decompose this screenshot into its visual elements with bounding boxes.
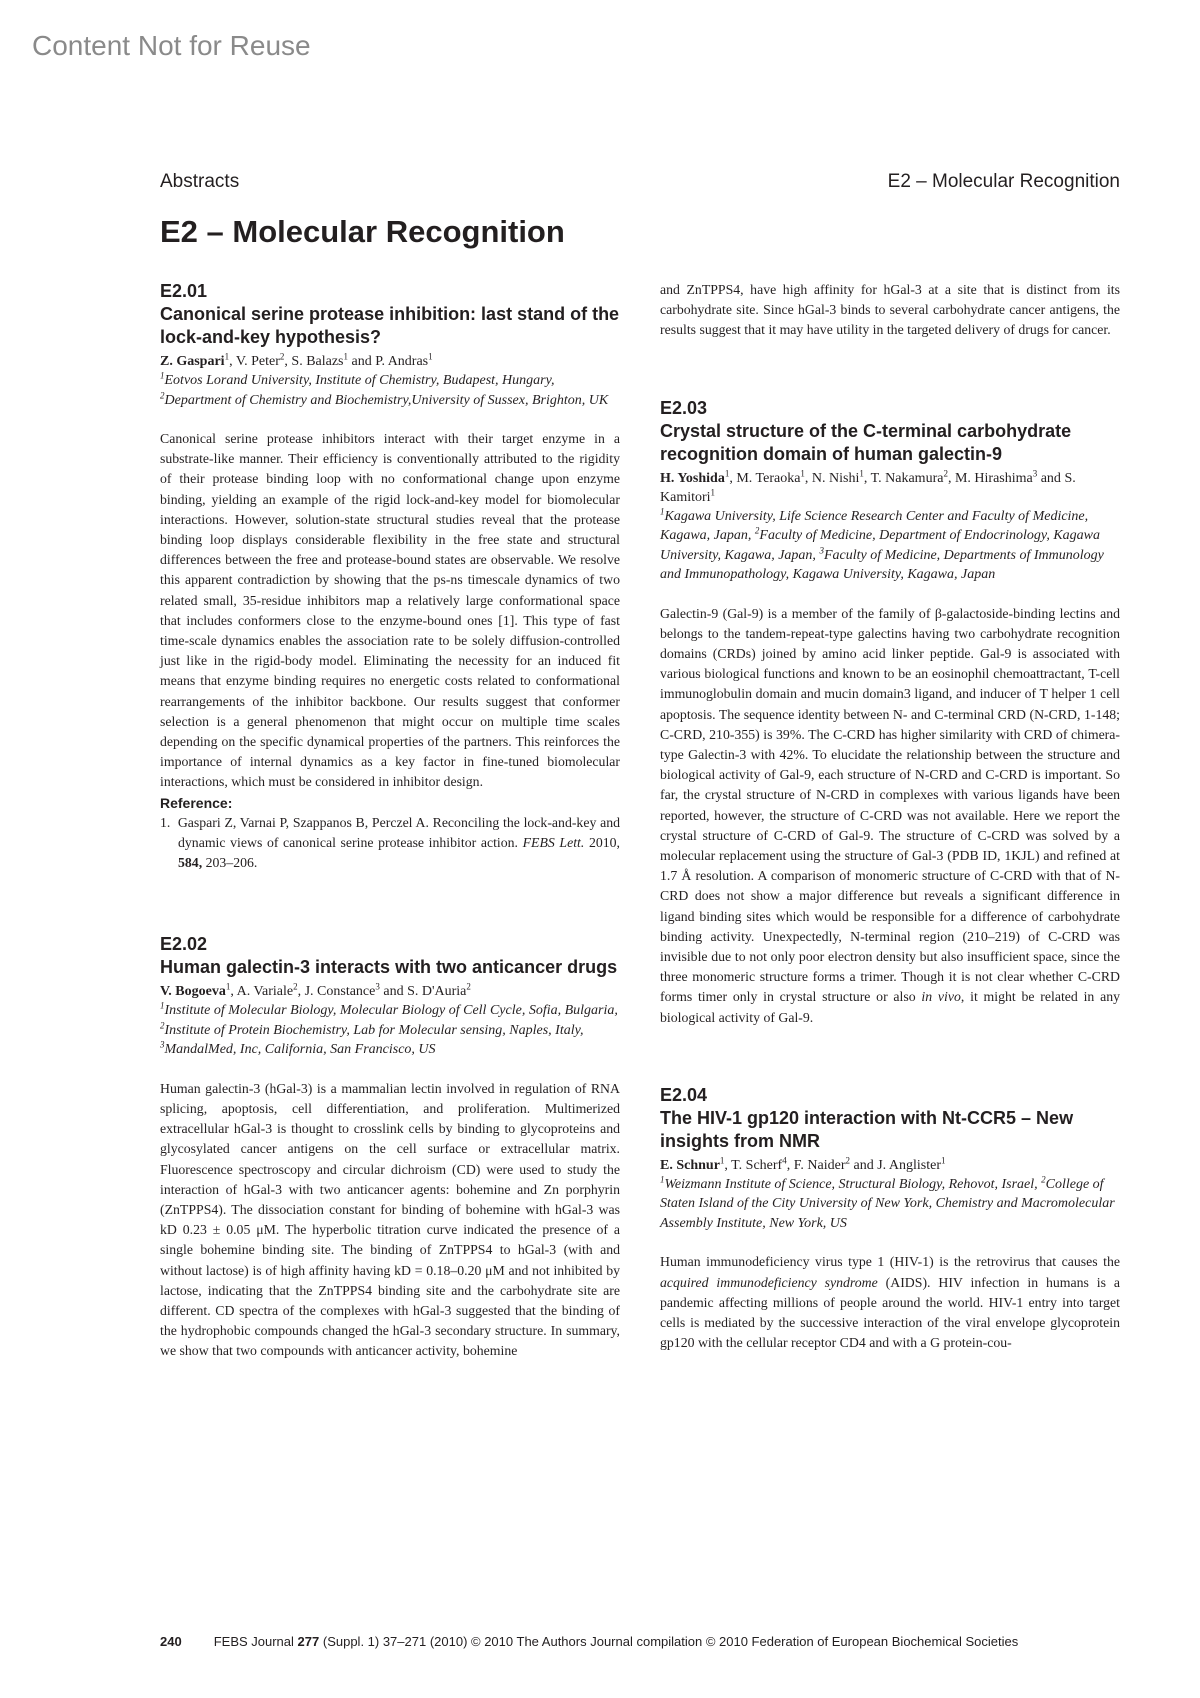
abstract-title: Human galectin-3 interacts with two anticancer drugs xyxy=(160,957,618,978)
author-name: N. Nishi xyxy=(811,470,860,486)
author-name: S. Kamitori xyxy=(660,470,1076,505)
affiliation-text: Institute of Molecular Biology, Molecular Biology of Cell Cycle, Sofia, Bulgaria, xyxy=(164,1003,618,1019)
reference-year: 2010, xyxy=(588,834,620,850)
abstract-id: E2.03 xyxy=(660,397,708,418)
author-first: V. Bogoeva xyxy=(160,984,226,1000)
watermark: Content Not for Reuse xyxy=(32,30,311,61)
author-sup: 1 xyxy=(719,1155,725,1166)
reference-item xyxy=(160,813,620,874)
author-sup: 1 xyxy=(800,467,805,478)
affiliation-sup: 2 xyxy=(160,1020,165,1031)
body-part: Galectin-9 (Gal-9) is a member of the family of β-galactoside-binding lectins and belongs to the tandem-repeat-type galectins having two carbohydrate recognition domains (CRDs) joined by amino acid linker peptide. Gal-9 is associated with various biological functions and known to be an eosinophil chemoattractant, T-cell immunoglobulin domain and mucin domain3 ligand, and inducer of T helper 1 cell apoptosis. The sequence identity between N- and C-terminal CRD (N-CRD, 1-148; C-CRD, 210-355) is 39%. The C-CRD has higher similarity with CRD of chimera-type Galectin-3 with 42%. To elucidate the relationship between the structure and biological activity of Gal-9, each structure of N-CRD and C-CRD is important. So far, the crystal structure of N-CRD in complexes with various ligands have been reported, however, the structure of C-CRD was not available. Here we report the crystal structure of C-CRD of Gal-9. The structure of C-CRD was solved by a molecular replacement using the structure of Gal-3 (PDB ID, 1KJL) and refined at 1.7 Å resolution. A comparison of monomeric structure of C-CRD with that of N-CRD does not show a major difference but reveals a significant difference in ligand binding sites which would be responsible for a difference of carbohydrate binding activity. Unexpectedly, N-terminal region (210–219) of C-CRD was invisible due to not only poor electron density but also insufficient space, since the three monomeric structure forms a trimer. Though it is not clear whether C-CRD forms timer only in crystal structure or also xyxy=(660,605,1120,1005)
affiliation-text: Faculty of Medicine, Department of Endocrinology, Kagawa University, Kagawa, Japan, xyxy=(660,528,1100,563)
affiliation-text: Department of Chemistry and Biochemistry,University of Sussex, Brighton, UK xyxy=(164,392,609,408)
abstract-affiliations xyxy=(160,371,620,410)
footer-rest: (Suppl. 1) 37–271 (2010) © 2010 The Authors Journal compilation © 2010 Federation of European Biochemical Societies xyxy=(322,1634,1019,1649)
abstract-body xyxy=(660,1252,1120,1353)
body-part: , it might be related in any biological activity of Gal-9. xyxy=(660,989,1120,1025)
affiliation-sup: 2 xyxy=(754,525,760,536)
author-sup: 1 xyxy=(941,1155,946,1166)
author-name: J. Constance xyxy=(304,984,376,1000)
author-name: S. D'Auria xyxy=(407,984,467,1000)
affiliation-text: Institute of Protein Biochemistry, Lab for Molecular sensing, Naples, Italy, xyxy=(164,1022,584,1038)
reference-heading: Reference: xyxy=(160,794,233,811)
abstract-title: Canonical serine protease inhibition: last stand of the lock-and-key hypothesis? xyxy=(160,304,620,347)
abstract-body-continued: and ZnTPPS4, have high affinity for hGal-3 at a site that is distinct from its carbohydrate site. Since hGal-3 binds to several carbohydrate cancer antigens, the results suggest that it may have utility in the targeted delivery of drugs for cancer. xyxy=(660,282,1120,338)
abstract-body xyxy=(660,604,1120,1028)
reference-number: 1. xyxy=(160,814,171,830)
page-footer xyxy=(160,1634,1120,1649)
abstract-authors xyxy=(660,469,1120,507)
author-sup: 2 xyxy=(845,1155,850,1166)
author-name: S. Balazs xyxy=(291,354,344,369)
abstract-id: E2.02 xyxy=(160,934,208,955)
author-name: T. Scherf xyxy=(731,1157,783,1173)
abstract-affiliations xyxy=(660,507,1120,585)
section-title: E2 – Molecular Recognition xyxy=(160,214,565,249)
body-part: (AIDS). HIV infection in humans is a pandemic affecting millions of people around the world. HIV-1 entry into target cells is mediated by the successive interaction of the viral envelope glycoprotein gp120 with the cellular receptor CD4 and with a G protein-cou- xyxy=(660,1274,1120,1351)
footer-journal: FEBS Journal xyxy=(213,1634,294,1649)
left-column xyxy=(160,280,620,1362)
affiliation-sup: 3 xyxy=(819,544,824,555)
body-part: Human immunodeficiency virus type 1 (HIV-1) is the retrovirus that causes the xyxy=(660,1254,1120,1270)
author-sup: 1 xyxy=(859,467,864,478)
abstract-e2-01 xyxy=(160,280,620,873)
affiliation-text: Weizmann Institute of Science, Structural Biology, Rehovot, Israel, xyxy=(664,1176,1042,1192)
abstract-authors xyxy=(160,352,620,371)
abstract-authors xyxy=(660,1156,1120,1175)
body-italic: in vivo xyxy=(921,989,961,1005)
affiliation-sup: 1 xyxy=(160,1000,165,1011)
author-sup: 2 xyxy=(943,467,948,478)
abstract-affiliations xyxy=(160,1001,620,1060)
author-first: E. Schnur xyxy=(660,1157,720,1173)
affiliation-text: MandalMed, Inc, California, San Francisco, US xyxy=(164,1042,436,1058)
author-sup: 1 xyxy=(428,351,433,362)
reference-pages: 203–206. xyxy=(205,855,258,871)
page-number: 240 xyxy=(160,1634,182,1649)
right-column xyxy=(660,280,1120,1353)
affiliation-text: Kagawa University, Life Science Research Center and Faculty of Medicine, Kagawa, Japan, xyxy=(660,508,1089,544)
authors-rest: , M. Teraoka$^1$, N. Nishi$^1$, T. Nakamura$^2$, M. Hirashima$^3$ and S. Kamitori$^1$ xyxy=(660,467,1076,505)
author-sup: 2 xyxy=(293,981,298,992)
affiliation-text: College of Staten Island of the City University of New York, Chemistry and Macromolecular Assembly Institute, New York, US xyxy=(660,1176,1115,1231)
affiliation-sup: 1 xyxy=(160,370,165,381)
author-sup: 4 xyxy=(782,1155,787,1166)
author-first: H. Yoshida xyxy=(660,470,725,486)
author-name: M. Teraoka xyxy=(736,470,801,486)
body-italic: acquired immunodeficiency syndrome xyxy=(660,1274,878,1290)
abstract-e2-03 xyxy=(660,397,1120,1028)
affiliation-text: Eotvos Lorand University, Institute of Chemistry, Budapest, Hungary, xyxy=(164,373,555,388)
affiliation-sup: 1 xyxy=(660,505,665,516)
author-sup: 3 xyxy=(1032,467,1038,478)
running-header-right: E2 – Molecular Recognition xyxy=(887,171,1120,192)
affiliation-sup: 2 xyxy=(1041,1174,1046,1185)
abstract-authors xyxy=(160,982,620,1001)
abstract-e2-02 xyxy=(160,933,620,1361)
abstract-id: E2.01 xyxy=(160,281,208,301)
author-name: A. Variale xyxy=(236,984,294,1000)
author-sup: 3 xyxy=(375,981,380,992)
author-sup: 2 xyxy=(279,351,285,362)
abstract-e2-04 xyxy=(660,1084,1120,1354)
author-name: P. Andras xyxy=(375,354,429,369)
abstract-title: Crystal structure of the C-terminal carbohydrate recognition domain of human galectin-9 xyxy=(660,420,1072,464)
author-name: J. Anglister xyxy=(877,1157,941,1173)
author-sup: 1 xyxy=(224,351,230,362)
abstract-body: Canonical serine protease inhibitors interact with their target enzyme in a substrate-like manner. Their efficiency is conventionally attributed to the rigidity of their protease binding loop with no conformational change upon enzyme binding, yielding an example of the rigid lock-and-key model for biomolecular interactions. However, solution-state structural studies reveal that the protease binding loop displays considerable flexibility in the free state and structural differences between the free and protease-bound states are observable. We resolve this apparent contradiction by showing that the ps-ns timescale dynamics of two related small, 35-residue inhibitors map a relatively large conformational space that includes conformers close to the enzyme-bound ones [1]. This type of fast time-scale dynamics enables the association rate to be solely diffusion-controlled just like in the rigid-body model. Eliminating the necessity for an induced fit means that enzyme binding requires no energetic costs related to conformational rearrangements of the inhibitor backbone. Our results suggest that conformer selection is a general phenomenon that might occur on multiple time scales depending on the specific dynamical properties of the partners. This reinforces the importance of internal dynamics as a key factor in fine-tuned biomolecular interactions, which must be considered in inhibitor design. xyxy=(160,431,620,790)
author-sup: 1 xyxy=(225,981,231,992)
author-first: Z. Gaspari xyxy=(160,354,225,369)
authors-rest: , V. Peter$^2$, S. Balazs$^1$ and P. Andras$^1$ xyxy=(229,351,433,369)
affiliation-text: Faculty of Medicine, Departments of Immunology and Immunopathology, Kagawa University, Kagawa, Japan xyxy=(660,547,1104,583)
affiliation-sup: 1 xyxy=(660,1174,665,1185)
reference-volume: 584, xyxy=(178,855,203,871)
abstract-title: The HIV-1 gp120 interaction with Nt-CCR5 – New insights from NMR xyxy=(660,1107,1074,1151)
footer-volume: 277 xyxy=(297,1634,320,1649)
abstract-affiliations xyxy=(660,1175,1120,1234)
authors-rest: , T. Scherf$^4$, F. Naider$^2$ and J. Anglister$^1$ xyxy=(724,1155,946,1173)
author-sup: 1 xyxy=(343,351,349,362)
abstract-id: E2.04 xyxy=(660,1084,708,1105)
author-name: M. Hirashima xyxy=(954,470,1033,486)
reference-journal: FEBS Lett. xyxy=(522,834,585,850)
author-name: T. Nakamura xyxy=(870,470,944,486)
running-header-left: Abstracts xyxy=(160,171,240,192)
affiliation-sup: 3 xyxy=(160,1039,165,1050)
affiliation-sup: 2 xyxy=(160,389,165,400)
reference-text: Gaspari Z, Varnai P, Szappanos B, Perczel A. Reconciling the lock-and-key and dynamic views of canonical serine protease inhibitor action. xyxy=(177,814,620,850)
authors-rest: , A. Variale$^2$, J. Constance$^3$ and S. D'Auria$^2$ xyxy=(230,981,471,1000)
author-sup: 1 xyxy=(724,467,730,478)
author-sup: 1 xyxy=(710,486,716,497)
abstract-body: Human galectin-3 (hGal-3) is a mammalian lectin involved in regulation of RNA splicing, apoptosis, cell differentiation, and proliferation. Multimerized extracellular hGal-3 is thought to crosslink cells by binding to glycoproteins and glycosylated cancer antigens on the cell surface or extracellular matrix. Fluorescence spectroscopy and circular dichroism (CD) were used to study the interaction of hGal-3 with two anticancer agents: bohemine and Zn porphyrin (ZnTPPS4). The dissociation constant for binding of bohemine with hGal-3 was kD 0.23 ± 0.05 μM. The hyperbolic titration curve indicated the presence of a single bohemine binding site. The binding of ZnTPPS4 to hGal-3 (with and without lactose) is of high affinity having kD = 0.18–0.20 μM and not inhibited by lactose, indicating that the ZnTPPS4 binding site and the carbohydrate site are different. CD spectra of the complexes with hGal-3 suggested that the binding of the hydrophobic compounds changed the hGal-3 secondary structure. In summary, we show that two compounds with anticancer activity, bohemine xyxy=(160,1080,620,1359)
author-name: F. Naider xyxy=(793,1157,846,1173)
author-name: V. Peter xyxy=(235,354,280,369)
author-sup: 2 xyxy=(466,981,471,992)
